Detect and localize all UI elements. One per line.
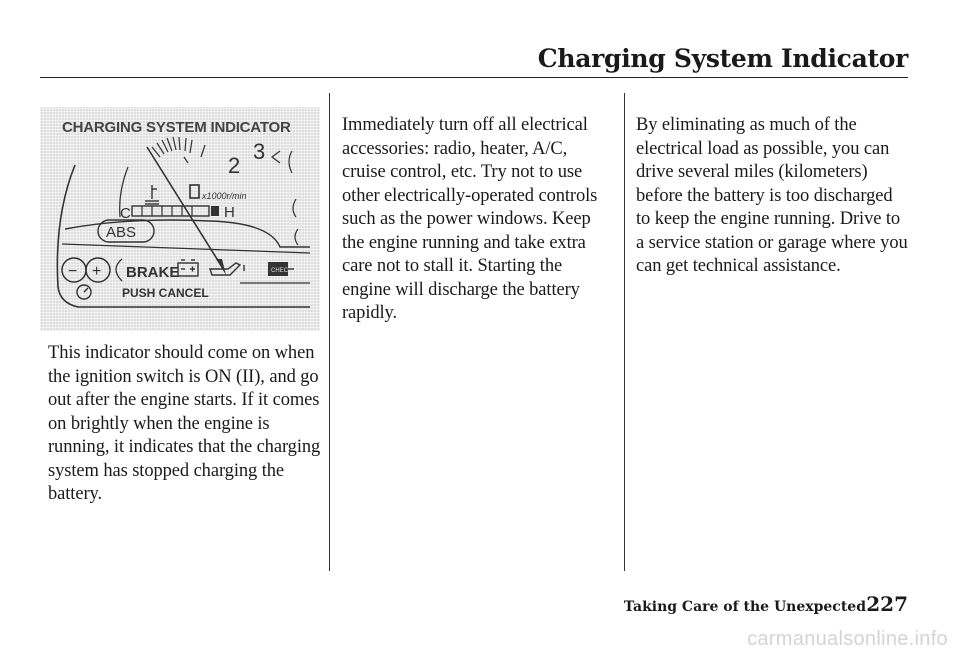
tachometer-ticks bbox=[152, 137, 205, 163]
temp-cold-label: C bbox=[120, 205, 131, 222]
figure-caption: CHARGING SYSTEM INDICATOR bbox=[62, 119, 291, 136]
oil-pressure-icon bbox=[210, 263, 244, 275]
plus-label: + bbox=[92, 263, 102, 280]
page-title: Charging System Indicator bbox=[537, 44, 908, 73]
gauge-swoosh bbox=[65, 220, 310, 247]
right-column-text: By eliminating as much of the electrical load as possible, you can drive several miles (kilometers) before the battery is too discharged to keep the engine running. Drive to a service station or garage where you can get technical assistance. bbox=[636, 115, 908, 276]
temp-gauge-bar bbox=[132, 206, 209, 216]
temp-high-label: H bbox=[224, 204, 235, 221]
page-number: 227 bbox=[866, 592, 908, 616]
middle-column-text: Immediately turn off all electrical accessories: radio, heater, A/C, cruise control, etc. Try not to use other electrically-operated controls such as the power windows. Keep the engine running and take extra care not to stall it. Starting the engine will discharge the battery rapidly. bbox=[342, 115, 598, 323]
push-cancel-label: PUSH CANCEL bbox=[122, 286, 209, 300]
rpm-zero-digit bbox=[190, 185, 199, 198]
footer-section-title: Taking Care of the Unexpected bbox=[623, 599, 866, 615]
rpm-unit-label: x1000r/min bbox=[202, 191, 247, 201]
charging-indicator-figure bbox=[40, 107, 320, 331]
minus-label: − bbox=[68, 263, 78, 280]
brake-lamp-label: BRAKE bbox=[126, 264, 180, 281]
check-engine-label: CHECK bbox=[271, 268, 293, 274]
gauge-number-2: 2 bbox=[228, 153, 241, 178]
left-column-text: This indicator should come on when the ignition switch is ON (II), and go out after the engine starts. If it comes on brightly when the engine is running, it indicates that the charging system has stopped charging the battery. bbox=[48, 343, 321, 504]
needle-tip bbox=[216, 259, 226, 275]
gauge-number-3: 3 bbox=[253, 139, 266, 164]
watermark: carmanualsonline.info bbox=[747, 628, 948, 650]
battery-charging-icon bbox=[178, 260, 198, 276]
check-engine-icon bbox=[268, 262, 294, 276]
column-divider bbox=[624, 93, 625, 571]
instrument-cluster-illustration bbox=[40, 107, 320, 331]
abs-label: ABS bbox=[106, 224, 137, 241]
coolant-temp-icon bbox=[145, 185, 159, 204]
temp-gauge-marker bbox=[211, 206, 219, 216]
cruise-control-icon bbox=[77, 285, 91, 299]
column-divider bbox=[329, 93, 330, 571]
header-rule bbox=[40, 77, 908, 78]
